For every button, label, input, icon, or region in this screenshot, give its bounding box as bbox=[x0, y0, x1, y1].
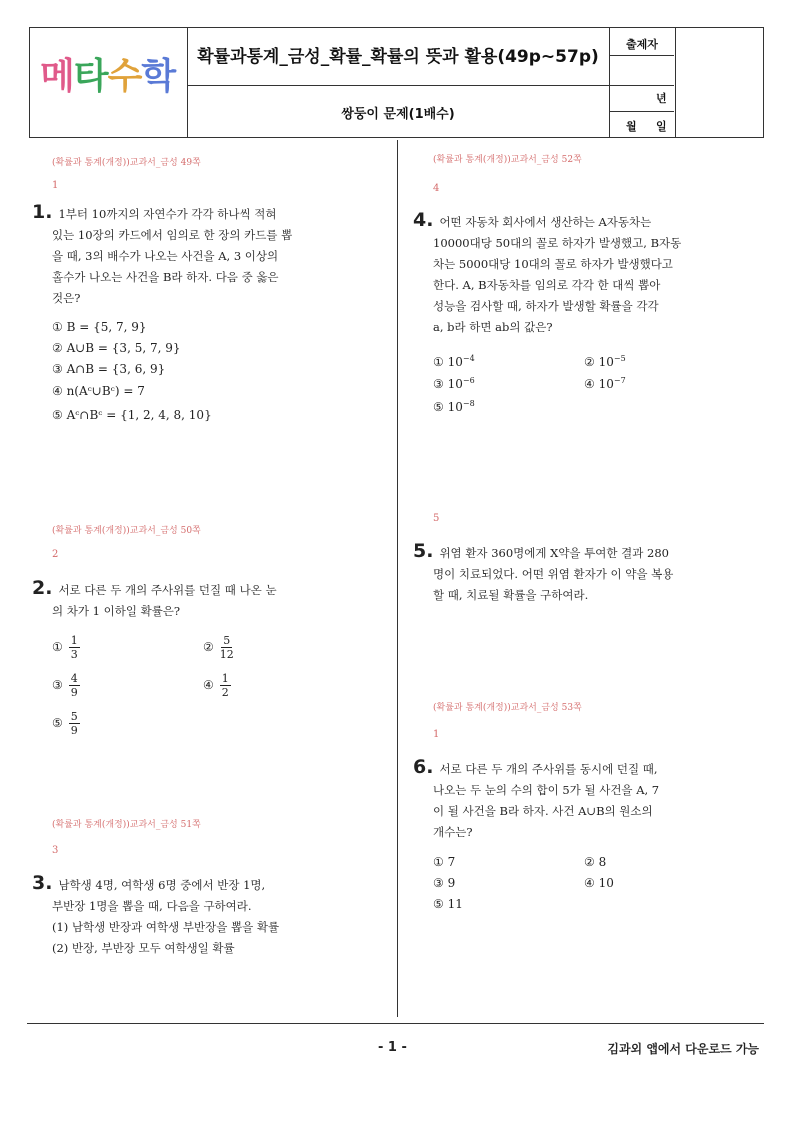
question-small-number: 5 bbox=[433, 513, 440, 524]
question-number: 5. bbox=[413, 540, 434, 562]
question-source: (확률과 통계(개정))교과서_금성 49쪽 bbox=[52, 158, 201, 168]
question-small-number: 1 bbox=[52, 180, 59, 191]
question-small-number: 3 bbox=[52, 845, 59, 856]
question-6: 6. 서로 다른 두 개의 주사위를 동시에 던질 때, 나오는 두 눈의 수의 합이 5가 될 사건을 A, 7 이 될 사건을 B라 하자. 사건 A∪B의 원소의 개수는? bbox=[413, 756, 660, 839]
question-3: 3. 남학생 4명, 여학생 6명 중에서 반장 1명, 부반장 1명을 뽑을 때, 다음을 구하여라. (1) 남학생 반장과 여학생 부반장을 뽑을 확률 (2) 반장, 부반장 모두 여학생일 확률 bbox=[32, 872, 280, 955]
question-small-number: 2 bbox=[52, 549, 59, 560]
logo-char-4: 학 bbox=[141, 56, 176, 97]
option-2[interactable]: ② 8 bbox=[584, 855, 607, 869]
logo bbox=[40, 48, 175, 99]
year-label: 년 bbox=[656, 92, 667, 105]
question-small-number: 1 bbox=[433, 729, 440, 740]
logo-char-3: 수 bbox=[107, 56, 142, 97]
option-4[interactable]: ④ $10^{-7}$ bbox=[584, 376, 626, 391]
question-source: (확률과 통계(개정))교과서_금성 52쪽 bbox=[433, 155, 582, 165]
option-2[interactable]: ② A∪B = {3, 5, 7, 9} bbox=[52, 341, 181, 355]
option-4[interactable]: ④ $\frac{1}{2}$ bbox=[203, 672, 229, 699]
option-2[interactable]: ② $10^{-5}$ bbox=[584, 354, 626, 369]
question-5: 5. 위염 환자 360명에게 X약을 투여한 결과 280 명이 치료되었다. 어떤 위염 환자가 이 약을 복용 할 때, 치료될 확률을 구하여라. bbox=[413, 540, 674, 602]
question-number: 1. bbox=[32, 201, 53, 223]
question-small-number: 4 bbox=[433, 183, 440, 194]
question-2: 2. 서로 다른 두 개의 주사위를 던질 때 나온 눈 의 차가 1 이하일 확률은? bbox=[32, 577, 277, 618]
question-source: (확률과 통계(개정))교과서_금성 51쪽 bbox=[52, 820, 201, 830]
option-5[interactable]: ⑤ $10^{-8}$ bbox=[433, 399, 475, 414]
day-label: 일 bbox=[656, 120, 667, 133]
page-title: 확률과통계_금성_확률_확률의 뜻과 활용(49p~57p) bbox=[197, 47, 599, 67]
month-label: 월 bbox=[626, 120, 637, 133]
option-1[interactable]: ① 7 bbox=[433, 855, 456, 869]
option-1[interactable]: ① B = {5, 7, 9} bbox=[52, 320, 147, 334]
option-4[interactable]: ④ 10 bbox=[584, 876, 614, 890]
page-number: - 1 - bbox=[378, 1040, 407, 1055]
logo-char-2: 타 bbox=[73, 56, 108, 97]
option-3[interactable]: ③ A∩B = {3, 6, 9} bbox=[52, 362, 166, 376]
question-number: 2. bbox=[32, 577, 53, 599]
logo-char-1: 메 bbox=[40, 56, 74, 97]
footer-divider bbox=[27, 1023, 764, 1024]
question-number: 3. bbox=[32, 872, 53, 894]
option-1[interactable]: ① $10^{-4}$ bbox=[433, 354, 475, 369]
option-4[interactable]: ④ n(Aᶜ∪Bᶜ) = 7 bbox=[52, 384, 145, 398]
column-divider bbox=[397, 140, 398, 1017]
question-number: 6. bbox=[413, 756, 434, 778]
page-subtitle: 쌍둥이 문제(1배수) bbox=[341, 107, 455, 122]
option-3[interactable]: ③ 9 bbox=[433, 876, 456, 890]
question-source: (확률과 통계(개정))교과서_금성 50쪽 bbox=[52, 526, 201, 536]
author-label: 출제자 bbox=[626, 38, 658, 51]
question-number: 4. bbox=[413, 209, 434, 231]
option-5[interactable]: ⑤ $\frac{5}{9}$ bbox=[52, 710, 78, 737]
option-2[interactable]: ② $\frac{5}{12}$ bbox=[203, 634, 234, 661]
option-5[interactable]: ⑤ Aᶜ∩Bᶜ = {1, 2, 4, 8, 10} bbox=[52, 408, 212, 422]
question-source: (확률과 통계(개정))교과서_금성 53쪽 bbox=[433, 703, 582, 713]
option-3[interactable]: ③ $\frac{4}{9}$ bbox=[52, 672, 78, 699]
option-1[interactable]: ① $\frac{1}{3}$ bbox=[52, 634, 78, 661]
option-3[interactable]: ③ $10^{-6}$ bbox=[433, 376, 475, 391]
question-4: 4. 어떤 자동차 회사에서 생산하는 A자동차는 10000대당 50대의 꼴로 하자가 발생했고, B자동 차는 5000대당 10대의 꼴로 하자가 발생했다고 한다. A, B자동차를 임의로 각각 한 대씩 뽑아 성능을 검사할 때, 하자가 발생할 확률을 각각 a, b라 하면 ab의 값은? bbox=[413, 209, 682, 334]
footer-note: 김과외 앱에서 다운로드 가능 bbox=[607, 1042, 759, 1056]
header-box bbox=[29, 27, 764, 138]
question-1: 1. 1부터 10까지의 자연수가 각각 하나씩 적혀 있는 10장의 카드에서 임의로 한 장의 카드를 뽑 을 때, 3의 배수가 나오는 사건을 A, 3 이상의 홀수가 나오는 사건을 B라 하자. 다음 중 옳은 것은? bbox=[32, 201, 293, 305]
option-5[interactable]: ⑤ 11 bbox=[433, 897, 463, 911]
